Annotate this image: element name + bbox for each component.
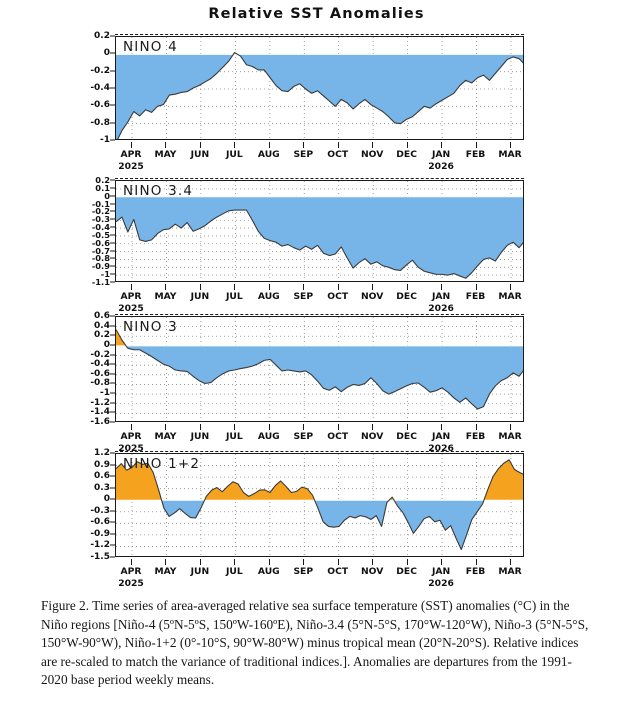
x-axis-tick-label [191, 291, 210, 302]
x-axis-tick-mark [165, 559, 166, 565]
x-axis-tick-mark [338, 142, 339, 148]
y-axis-tick-mark [110, 180, 115, 181]
y-axis-tick-mark [110, 487, 115, 488]
x-axis-tick-mark [269, 559, 270, 565]
x-axis-month: MAY [154, 566, 177, 577]
y-axis-tick-mark [110, 422, 115, 423]
x-axis-tick-mark [131, 424, 132, 430]
y-axis-tick-mark [110, 140, 115, 141]
y-axis-tick-mark [110, 282, 115, 283]
x-axis-tick-mark [407, 284, 408, 290]
x-axis-month: JUL [225, 566, 243, 577]
y-axis-tick-mark [110, 70, 115, 71]
x-axis-tick-label [293, 149, 313, 160]
x-axis-month: FEB [465, 431, 486, 442]
x-axis-year: 2026 [428, 578, 454, 589]
x-axis-month: JUL [225, 149, 243, 160]
y-axis-tick-label: -0.6 [90, 517, 110, 528]
y-axis-tick-label: 0 [103, 339, 110, 350]
x-axis-tick-label [327, 566, 348, 577]
x-axis-tick-mark [303, 142, 304, 148]
x-axis-month: FEB [465, 149, 486, 160]
x-axis-year: 2025 [118, 578, 144, 589]
x-axis-month: MAY [154, 291, 177, 302]
x-axis-tick-mark [234, 142, 235, 148]
x-axis-tick-label [428, 291, 454, 314]
y-axis-tick-label: -1.4 [90, 407, 110, 418]
y-axis-tick-mark [110, 325, 115, 326]
y-axis-tick-label: -1 [100, 269, 110, 280]
y-axis-tick-mark [110, 36, 115, 37]
x-axis-month: SEP [293, 149, 314, 160]
x-axis-month: SEP [293, 291, 314, 302]
x-axis-month: JUL [225, 431, 243, 442]
x-axis-month: JUN [190, 149, 210, 160]
y-axis-tick-mark [110, 203, 115, 204]
x-axis-tick-mark [200, 424, 201, 430]
y-axis-tick-label: 0 [104, 190, 110, 201]
x-axis-tick-mark [200, 559, 201, 565]
x-axis-tick-mark [131, 142, 132, 148]
figure-caption: Figure 2. Time series of area-averaged relative sea surface temperature (SST) anomalies (°C) in the Niño regions [Niño-4 (5ºN-5ºS, 150ºW-160ºE), Niño-3.4 (5°N-5°S, 170°W-120°W), Niño-3 (5°N-5°S, 150°W-90°W), Niño-1+2 (0°-10°S, 90°W-80°W) minus tropical mean (20°N-20°S). Relative indices are re-scaled to match the variance of traditional indices.]. Anomalies are departures from the 1991-2020 base period weekly means. [41, 598, 589, 688]
x-axis-month: JAN [431, 566, 451, 577]
panel-top-rule [115, 178, 524, 179]
y-axis-tick-mark [110, 373, 115, 374]
x-axis-tick-label [118, 291, 144, 314]
x-axis-month: OCT [327, 149, 349, 160]
y-axis-tick-label: -1.1 [91, 277, 110, 287]
x-axis-month: APR [120, 566, 142, 577]
x-axis-tick-label [293, 566, 313, 577]
chart-panel-1 [91, 175, 524, 287]
x-axis-tick-label [154, 149, 176, 160]
y-axis-tick-mark [110, 393, 115, 394]
x-axis-tick-mark [234, 559, 235, 565]
x-axis-tick-mark [338, 424, 339, 430]
x-axis-tick-label [498, 149, 521, 160]
x-axis-tick-label [226, 566, 243, 577]
x-axis-month: JUL [225, 291, 243, 302]
x-axis-month: APR [120, 291, 142, 302]
x-axis-year: 2026 [428, 161, 454, 172]
y-axis-tick-mark [110, 476, 115, 477]
x-axis-tick-label [258, 431, 280, 442]
x-axis-month: JAN [431, 431, 451, 442]
x-axis-tick-mark [510, 424, 511, 430]
x-axis-month: MAY [154, 431, 177, 442]
y-axis-tick-label: -0.3 [91, 214, 110, 225]
x-axis-month: OCT [327, 431, 349, 442]
x-axis-tick-label [327, 431, 348, 442]
y-axis-tick-label: 0.2 [94, 330, 110, 341]
x-axis-labels-1 [115, 284, 524, 314]
x-axis-tick-mark [441, 142, 442, 148]
y-axis-tick-label: -0.6 [90, 100, 110, 111]
y-axis-tick-label: -0.2 [91, 206, 110, 217]
x-axis-month: NOV [360, 431, 384, 442]
chart-title: Relative SST Anomalies [208, 6, 425, 22]
panel-top-rule [115, 34, 524, 35]
x-axis-month: JAN [431, 149, 451, 160]
x-axis-month: SEP [293, 566, 314, 577]
x-axis-tick-mark [407, 424, 408, 430]
x-axis-month: OCT [327, 291, 349, 302]
x-axis-tick-label [428, 566, 454, 589]
y-axis-tick-mark [110, 122, 115, 123]
x-axis-month: DEC [396, 431, 417, 442]
x-axis-tick-mark [476, 284, 477, 290]
y-axis-tick-mark [110, 510, 115, 511]
x-axis-year: 2025 [118, 443, 144, 454]
y-axis-tick-mark [110, 242, 115, 243]
x-axis-tick-mark [131, 284, 132, 290]
x-axis-month: DEC [396, 566, 417, 577]
y-axis-tick-mark [110, 105, 115, 106]
x-axis-tick-mark [510, 284, 511, 290]
y-axis-tick-mark [110, 499, 115, 500]
x-axis-tick-mark [200, 142, 201, 148]
y-axis-tick-label: -0.8 [90, 378, 110, 389]
x-axis-tick-label [191, 431, 210, 442]
x-axis-tick-mark [338, 559, 339, 565]
x-axis-tick-mark [338, 284, 339, 290]
x-axis-month: APR [120, 431, 142, 442]
y-axis-tick-mark [110, 533, 115, 534]
x-axis-tick-label [154, 566, 176, 577]
x-axis-tick-label [361, 566, 383, 577]
y-axis-tick-label: -0.4 [91, 222, 110, 233]
y-axis-tick-label: 0.6 [94, 311, 110, 321]
y-axis-tick-mark [110, 383, 115, 384]
y-axis-tick-mark [110, 412, 115, 413]
x-axis-month: AUG [257, 566, 280, 577]
y-axis-tick-label: 0 [103, 48, 110, 59]
x-axis-labels-0 [115, 142, 524, 172]
y-axis-tick-label: 0.6 [94, 471, 110, 482]
y-axis-tick-label: -1.6 [90, 417, 110, 427]
x-axis-tick-label [466, 291, 486, 302]
x-axis-tick-label [191, 149, 210, 160]
y-axis-tick-label: -1.5 [90, 552, 110, 562]
x-axis-tick-label [118, 149, 144, 172]
y-axis-tick-label: -0.4 [90, 83, 110, 93]
x-axis-month: MAR [498, 149, 522, 160]
x-axis-tick-mark [510, 559, 511, 565]
x-axis-month: FEB [465, 566, 486, 577]
x-axis-month: NOV [360, 291, 384, 302]
x-axis-tick-label [498, 291, 521, 302]
x-axis-month: JAN [431, 291, 451, 302]
x-axis-tick-label [396, 291, 417, 302]
y-axis-tick-label: 0.4 [94, 320, 110, 331]
y-axis-tick-mark [110, 227, 115, 228]
y-axis-tick-label: -0.6 [90, 368, 110, 379]
y-axis-tick-mark [110, 266, 115, 267]
y-axis-tick-label: -1 [100, 388, 110, 399]
x-axis-tick-label [466, 566, 486, 577]
x-axis-tick-label [258, 149, 280, 160]
y-axis-tick-label: -0.5 [91, 229, 110, 240]
x-axis-tick-label [226, 149, 243, 160]
y-axis-tick-mark [110, 402, 115, 403]
x-axis-year: 2025 [118, 303, 144, 314]
x-axis-tick-mark [510, 142, 511, 148]
panel-top-rule [115, 451, 524, 452]
y-axis-tick-mark [110, 211, 115, 212]
x-axis-year: 2026 [428, 303, 454, 314]
y-axis-tick-mark [110, 53, 115, 54]
plot-area-0 [115, 36, 524, 140]
y-axis-tick-label: -0.1 [91, 198, 110, 209]
x-axis-year: 2025 [118, 161, 144, 172]
y-axis-tick-mark [110, 557, 115, 558]
x-axis-tick-label [191, 566, 210, 577]
y-axis-tick-mark [110, 335, 115, 336]
x-axis-tick-label [154, 431, 176, 442]
x-axis-tick-label [498, 566, 521, 577]
y-axis-tick-label: 1.2 [94, 448, 110, 458]
x-axis-tick-mark [303, 424, 304, 430]
x-axis-tick-label [226, 291, 243, 302]
y-axis-tick-label: -0.9 [91, 261, 110, 272]
x-axis-tick-label [361, 291, 383, 302]
x-axis-tick-mark [234, 424, 235, 430]
x-axis-month: JUN [190, 566, 210, 577]
y-axis-tick-label: 0.2 [95, 175, 110, 185]
y-axis-tick-label: -1.2 [90, 397, 110, 408]
x-axis-tick-label [466, 431, 486, 442]
x-axis-tick-label [226, 431, 243, 442]
x-axis-month: AUG [257, 431, 280, 442]
panel-label-3: NINO 1+2 [123, 456, 201, 472]
panel-label-2: NINO 3 [123, 319, 178, 335]
x-axis-tick-mark [372, 284, 373, 290]
y-axis-tick-mark [110, 344, 115, 345]
plot-area-2 [115, 316, 524, 422]
y-axis-tick-label: -0.4 [90, 359, 110, 370]
y-axis-tick-mark [110, 88, 115, 89]
y-axis-tick-label: -0.3 [90, 505, 110, 516]
x-axis-month: AUG [257, 149, 280, 160]
x-axis-tick-mark [441, 424, 442, 430]
x-axis-tick-mark [165, 284, 166, 290]
x-axis-month: MAY [154, 149, 177, 160]
x-axis-tick-mark [269, 284, 270, 290]
y-axis-tick-label: 0.9 [94, 459, 110, 470]
y-axis-tick-mark [110, 250, 115, 251]
plot-area-1 [115, 180, 524, 282]
chart-panel-0 [90, 31, 524, 145]
y-axis-tick-label: 0.1 [95, 182, 110, 193]
x-axis-month: MAR [498, 566, 522, 577]
x-axis-tick-mark [269, 142, 270, 148]
x-axis-tick-mark [476, 559, 477, 565]
x-axis-tick-mark [476, 424, 477, 430]
plot-area-3 [115, 453, 524, 557]
x-axis-tick-mark [200, 284, 201, 290]
x-axis-year: 2026 [428, 443, 454, 454]
y-axis-tick-label: -0.2 [90, 65, 110, 76]
y-axis-tick-label: 0 [103, 494, 110, 505]
x-axis-month: MAR [498, 431, 522, 442]
x-axis-labels-2 [115, 424, 524, 454]
y-axis-tick-label: -0.8 [91, 253, 110, 264]
x-axis-tick-label [293, 431, 313, 442]
x-axis-tick-mark [269, 424, 270, 430]
y-axis-tick-label: -0.7 [91, 245, 110, 256]
y-axis-tick-mark [110, 187, 115, 188]
y-axis-tick-label: -0.9 [90, 528, 110, 539]
x-axis-tick-mark [372, 142, 373, 148]
y-axis-tick-label: -0.8 [90, 117, 110, 128]
x-axis-month: NOV [360, 149, 384, 160]
x-axis-month: AUG [257, 291, 280, 302]
y-axis-tick-mark [110, 464, 115, 465]
x-axis-tick-label [327, 291, 348, 302]
x-axis-month: OCT [327, 566, 349, 577]
panel-label-0: NINO 4 [123, 39, 178, 55]
chart-panel-2 [90, 311, 524, 427]
y-axis-tick-label: -1 [100, 135, 110, 145]
x-axis-month: FEB [465, 291, 486, 302]
y-axis-tick-mark [110, 354, 115, 355]
x-axis-tick-mark [407, 142, 408, 148]
y-axis-tick-label: -0.6 [91, 237, 110, 248]
y-axis-tick-mark [110, 258, 115, 259]
y-axis-tick-label: 0.2 [94, 31, 110, 41]
x-axis-labels-3 [115, 559, 524, 589]
x-axis-tick-mark [165, 424, 166, 430]
x-axis-month: APR [120, 149, 142, 160]
x-axis-tick-mark [407, 559, 408, 565]
x-axis-tick-mark [372, 559, 373, 565]
x-axis-tick-label [396, 566, 417, 577]
x-axis-tick-mark [372, 424, 373, 430]
y-axis-tick-label: -1.2 [90, 540, 110, 551]
x-axis-tick-label [396, 149, 417, 160]
panel-label-1: NINO 3.4 [123, 183, 194, 199]
x-axis-tick-label [428, 149, 454, 172]
x-axis-tick-label [327, 149, 348, 160]
x-axis-month: NOV [360, 566, 384, 577]
y-axis-tick-mark [110, 522, 115, 523]
x-axis-month: SEP [293, 431, 314, 442]
x-axis-tick-label [396, 431, 417, 442]
y-axis-tick-mark [110, 545, 115, 546]
x-axis-tick-label [118, 566, 144, 589]
x-axis-month: MAR [498, 291, 522, 302]
y-axis-tick-mark [110, 195, 115, 196]
x-axis-month: JUN [190, 291, 210, 302]
x-axis-tick-mark [303, 284, 304, 290]
x-axis-tick-mark [234, 284, 235, 290]
x-axis-tick-mark [441, 559, 442, 565]
y-axis-tick-label: 0.3 [94, 482, 110, 493]
x-axis-tick-mark [441, 284, 442, 290]
x-axis-tick-label [498, 431, 521, 442]
x-axis-month: DEC [396, 149, 417, 160]
x-axis-tick-mark [165, 142, 166, 148]
x-axis-month: DEC [396, 291, 417, 302]
x-axis-month: JUN [190, 431, 210, 442]
y-axis-tick-mark [110, 234, 115, 235]
panel-top-rule [115, 314, 524, 315]
x-axis-tick-label [258, 566, 280, 577]
x-axis-tick-mark [476, 142, 477, 148]
x-axis-tick-label [361, 149, 383, 160]
y-axis-tick-mark [110, 274, 115, 275]
y-axis-tick-label: -0.2 [90, 349, 110, 360]
x-axis-tick-mark [131, 559, 132, 565]
x-axis-tick-label [258, 291, 280, 302]
x-axis-tick-label [361, 431, 383, 442]
x-axis-tick-label [466, 149, 486, 160]
y-axis-tick-mark [110, 364, 115, 365]
y-axis-tick-mark [110, 219, 115, 220]
x-axis-tick-mark [303, 559, 304, 565]
x-axis-tick-label [293, 291, 313, 302]
x-axis-tick-label [154, 291, 176, 302]
y-axis-tick-mark [110, 316, 115, 317]
